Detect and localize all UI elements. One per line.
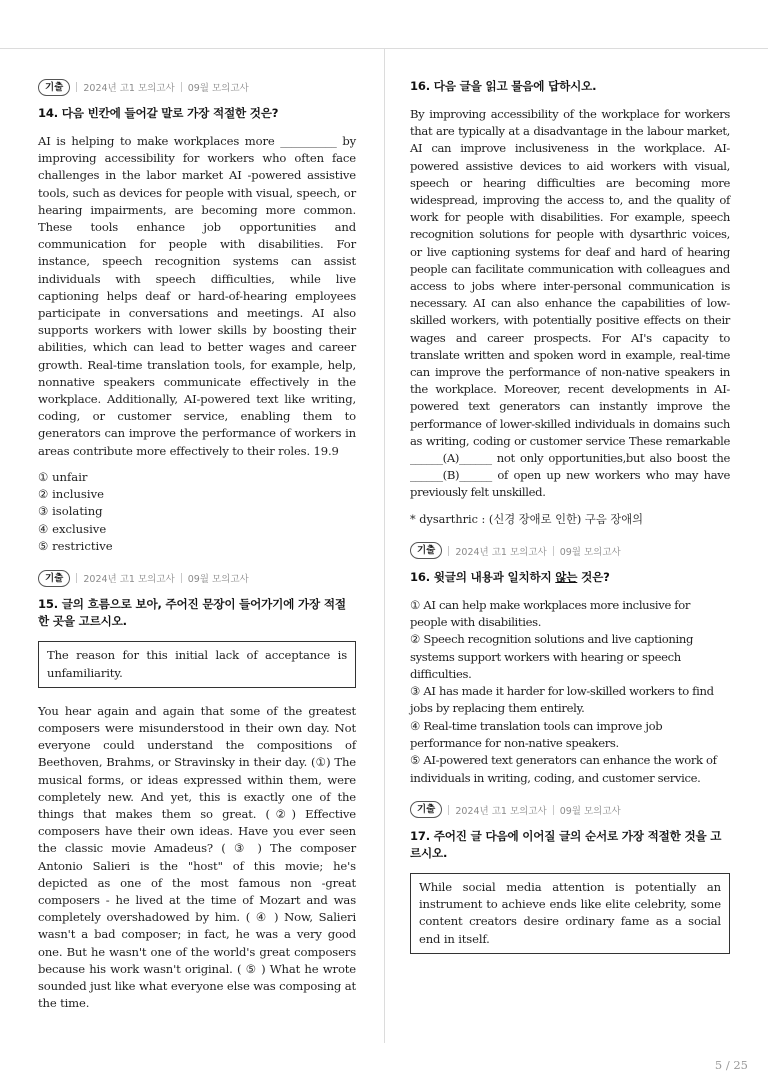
option-5[interactable]: ⑤ AI-powered text generators can enhance the work of individuals in writing, coding, and customer service. xyxy=(410,753,717,785)
left-column xyxy=(38,78,356,1012)
exam-year: 2024년 고1 모의고사 xyxy=(455,546,547,558)
question-15-title: 15. 글의 흐름으로 보아, 주어진 문장이 들어가기에 가장 적절한 곳을 고르시오. xyxy=(38,597,346,629)
option-1[interactable]: ① AI can help make workplaces more inclusive for people with disabilities. xyxy=(410,597,691,629)
exam-badge: 기출 xyxy=(410,801,442,818)
question-16-options xyxy=(410,597,730,787)
question-14-passage: AI is helping to make workplaces more __________ by improving accessibility for workers who often face challenges in the labor market AI -powered assistive tools, such as devices for people with visual, speech, or hearing impairments, are becoming more common. These tools enhance job opportunities and communication for people with disabilities. For instance, speech recognition systems can assist individuals with speech difficulties, while live captioning helps deaf or hard-of-hearing employees participate in conversations and meetings. AI also supports workers with lower skills by boosting their abilities, which can lead to better wages and career growth. Real-time translation tools, for example, help, nonnative speakers communicate effectively in the workplace. Additionally, AI-powered text like writing, coding, or customer service, enabling them to generators can improve the performance of workers in areas contribute more effectively to their roles. 19.9 xyxy=(38,134,356,458)
option-3[interactable]: ③ isolating xyxy=(38,504,103,519)
exam-year: 2024년 고1 모의고사 xyxy=(455,805,547,817)
question-15-passage: You hear again and again that some of the greatest composers were misunderstood in their own day. Not everyone could understand the compositions of Beethoven, Brahms, or Stravinsky in their day. (①) The musical forms, or ideas expressed within them, were completely new. And yet, this is exactly one of the things that makes them so great. (②) Effective composers have their own ideas. Have you ever seen the classic movie Amadeus? ( ③ ) The composer Antonio Salieri is the "host" of this movie; he's depicted as one of the most famous non -great composers - he lived at the time of Mozart and was completely overshadowed by him. ( ④ ) Now, Salieri wasn't a bad composer; in fact, he was a very good one. But he wasn't one of the world's great composers because his work wasn't original. ( ⑤ ) What he wrote sounded just like what everyone else was composing at the time. xyxy=(38,703,356,1011)
source-tag-q17 xyxy=(410,801,730,819)
title-prefix: 16. 윗글의 내용과 일치하지 xyxy=(410,569,556,584)
question-15-given-sentence: The reason for this initial lack of acceptance is unfamiliarity. xyxy=(38,641,356,687)
exam-month: 09월 모의고사 xyxy=(187,83,249,94)
title-underlined-word: 않는 xyxy=(555,569,578,584)
option-4[interactable]: ④ Real-time translation tools can improve job performance for non-native speakers. xyxy=(410,718,663,751)
question-17-title: 17. 주어진 글 다음에 이어질 글의 순서로 가장 적절한 것을 고르시오. xyxy=(410,828,722,860)
question-17-given-sentence: While social media attention is potentially an instrument to achieve ends like elite celebrity, some content creators desire ordinary fame as a social end in itself. xyxy=(410,873,730,954)
exam-year: 2024년 고1 모의고사 xyxy=(83,83,175,94)
option-1[interactable]: ① unfair xyxy=(38,469,88,484)
separator xyxy=(553,805,554,815)
source-tag-q16 xyxy=(410,542,730,560)
exam-month: 09월 모의고사 xyxy=(559,546,621,558)
option-4[interactable]: ④ exclusive xyxy=(38,521,107,536)
separator xyxy=(553,546,554,556)
option-2[interactable]: ② inclusive xyxy=(38,487,104,502)
exam-month: 09월 모의고사 xyxy=(559,805,621,817)
question-14-title: 14. 다음 빈칸에 들어갈 말로 가장 적절한 것은? xyxy=(38,106,279,120)
vocab-note: * dysarthric : (신경 장애로 인한) 구음 장애의 xyxy=(410,512,644,526)
separator xyxy=(181,573,182,583)
source-tag-q15 xyxy=(38,569,356,587)
exam-badge: 기출 xyxy=(38,79,70,96)
exam-badge: 기출 xyxy=(38,570,70,587)
column-divider xyxy=(384,49,385,1043)
question-16-title xyxy=(410,569,730,586)
option-5[interactable]: ⑤ restrictive xyxy=(38,539,113,554)
option-3[interactable]: ③ AI has made it harder for low-skilled workers to find jobs by replacing them entirely. xyxy=(410,684,714,716)
separator xyxy=(181,82,182,92)
separator xyxy=(448,546,449,556)
exam-badge: 기출 xyxy=(410,542,442,559)
question-16-passage-title: 16. 다음 글을 읽고 물음에 답하시오. xyxy=(410,79,597,93)
question-16-passage: By improving accessibility of the workplace for workers that are typically at a disadvantage in the labour market, AI can improve inclusiveness in the workplace. AI-powered assistive devices to aid workers with visual, speech or hearing difficulties are becoming more widespread, improving the access to, and the quality of work for people with disabilities. For example, speech recognition solutions for people with dysarthric voices, or live captioning systems for deaf and hard of hearing people can facilitate communication with colleagues and access to jobs where inter-personal communication is necessary. AI can also enhance the capabilities of low-skilled workers, with potentially positive effects on their wages and career prospects. For AI's capacity to translate written and spoken word in example, real-time can improve the performance of non-native speakers in the workplace. Moreover, recent developments in AI-powered text generators can instantly improve the performance of lower-skilled individuals in domains such as writing, coding or customer service These remarkable ______(A)______ not only opportunities,but also boost the ______(B)______ of open up new workers who may have previously felt unskilled. xyxy=(410,107,730,500)
separator xyxy=(76,82,77,92)
exam-month: 09월 모의고사 xyxy=(187,574,249,586)
separator xyxy=(448,805,449,815)
option-2[interactable]: ② Speech recognition solutions and live captioning systems support workers with hearing or speech difficulties. xyxy=(410,632,694,681)
title-suffix: 것은? xyxy=(577,569,610,584)
question-14-options xyxy=(38,469,356,555)
page-number: 5 / 25 xyxy=(714,1058,748,1072)
exam-year: 2024년 고1 모의고사 xyxy=(83,574,175,586)
right-column xyxy=(410,78,730,969)
source-tag-q14 xyxy=(38,78,356,96)
separator xyxy=(76,573,77,583)
